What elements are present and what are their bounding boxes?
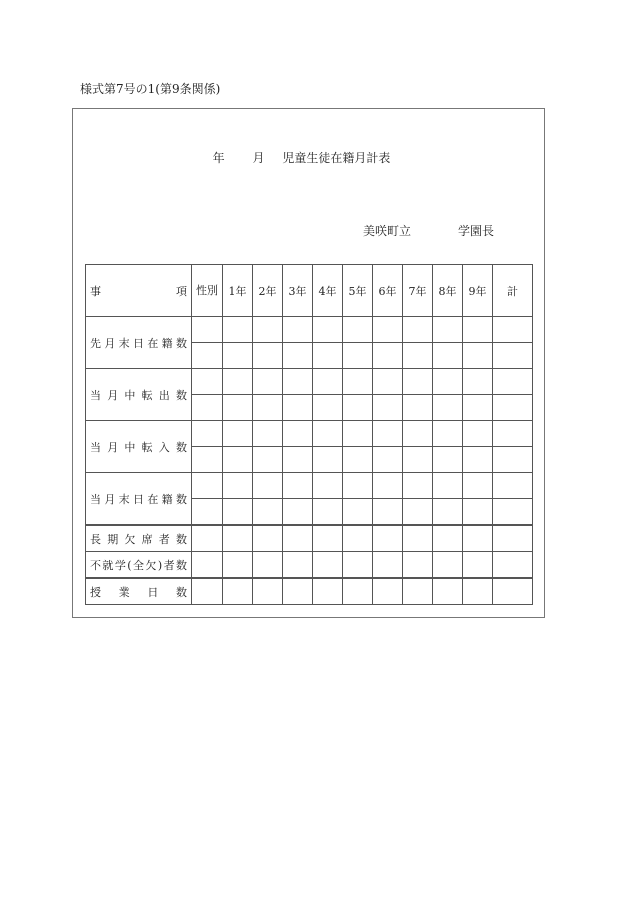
entry-cell[interactable] xyxy=(283,499,313,526)
table-row xyxy=(86,525,533,552)
entry-cell[interactable] xyxy=(433,552,463,579)
entry-cell[interactable] xyxy=(283,317,313,343)
header-grade: 3年 xyxy=(283,265,313,317)
entry-cell[interactable] xyxy=(343,473,373,499)
entry-cell[interactable] xyxy=(403,525,433,552)
entry-cell[interactable] xyxy=(463,552,493,579)
entry-cell[interactable] xyxy=(373,447,403,473)
entry-cell[interactable] xyxy=(223,395,253,421)
entry-cell[interactable] xyxy=(192,525,223,552)
entry-cell[interactable] xyxy=(192,317,223,343)
enrollment-table xyxy=(85,264,533,605)
entry-cell[interactable] xyxy=(403,473,433,499)
entry-cell[interactable] xyxy=(463,421,493,447)
entry-cell[interactable] xyxy=(192,578,223,605)
entry-cell[interactable] xyxy=(223,343,253,369)
entry-cell[interactable] xyxy=(283,447,313,473)
row-label: 不就学(全欠)者数 xyxy=(86,552,192,579)
entry-cell[interactable] xyxy=(313,395,343,421)
entry-cell[interactable] xyxy=(463,499,493,526)
entry-cell[interactable] xyxy=(493,343,533,369)
entry-cell[interactable] xyxy=(373,578,403,605)
entry-cell[interactable] xyxy=(463,447,493,473)
entry-cell[interactable] xyxy=(253,447,283,473)
principal-label: 学園長 xyxy=(458,224,495,238)
entry-cell[interactable] xyxy=(223,473,253,499)
header-item: 事 項 xyxy=(86,265,192,317)
entry-cell[interactable] xyxy=(433,473,463,499)
header-grade: 7年 xyxy=(403,265,433,317)
entry-cell[interactable] xyxy=(463,395,493,421)
entry-cell[interactable] xyxy=(253,421,283,447)
entry-cell[interactable] xyxy=(403,499,433,526)
entry-cell[interactable] xyxy=(253,395,283,421)
form-box xyxy=(72,108,545,618)
entry-cell[interactable] xyxy=(493,369,533,395)
entry-cell[interactable] xyxy=(223,369,253,395)
entry-cell[interactable] xyxy=(343,395,373,421)
row-label: 当月中転入数 xyxy=(86,421,192,473)
header-grade: 5年 xyxy=(343,265,373,317)
entry-cell[interactable] xyxy=(433,447,463,473)
entry-cell[interactable] xyxy=(373,473,403,499)
entry-cell[interactable] xyxy=(192,447,223,473)
entry-cell[interactable] xyxy=(373,317,403,343)
entry-cell[interactable] xyxy=(192,343,223,369)
entry-cell[interactable] xyxy=(343,447,373,473)
entry-cell[interactable] xyxy=(313,473,343,499)
entry-cell[interactable] xyxy=(373,421,403,447)
table-row xyxy=(86,578,533,605)
entry-cell[interactable] xyxy=(433,343,463,369)
entry-cell[interactable] xyxy=(433,578,463,605)
entry-cell[interactable] xyxy=(283,552,313,579)
entry-cell[interactable] xyxy=(313,525,343,552)
entry-cell[interactable] xyxy=(253,525,283,552)
entry-cell[interactable] xyxy=(283,578,313,605)
entry-cell[interactable] xyxy=(373,552,403,579)
entry-cell[interactable] xyxy=(253,578,283,605)
entry-cell[interactable] xyxy=(493,552,533,579)
entry-cell[interactable] xyxy=(463,369,493,395)
entry-cell[interactable] xyxy=(403,343,433,369)
entry-cell[interactable] xyxy=(433,317,463,343)
entry-cell[interactable] xyxy=(313,343,343,369)
entry-cell[interactable] xyxy=(343,317,373,343)
entry-cell[interactable] xyxy=(192,499,223,526)
entry-cell[interactable] xyxy=(283,369,313,395)
entry-cell[interactable] xyxy=(313,447,343,473)
entry-cell[interactable] xyxy=(313,552,343,579)
row-label: 先月末日在籍数 xyxy=(86,317,192,369)
form-title xyxy=(73,149,544,166)
table-row xyxy=(86,369,533,395)
entry-cell[interactable] xyxy=(283,395,313,421)
header-grade: 9年 xyxy=(463,265,493,317)
entry-cell[interactable] xyxy=(433,525,463,552)
header-sex: 性別 xyxy=(192,265,223,317)
entry-cell[interactable] xyxy=(403,369,433,395)
header-grade: 2年 xyxy=(253,265,283,317)
entry-cell[interactable] xyxy=(192,395,223,421)
entry-cell[interactable] xyxy=(493,499,533,526)
row-label: 当月末日在籍数 xyxy=(86,473,192,526)
entry-cell[interactable] xyxy=(493,317,533,343)
entry-cell[interactable] xyxy=(373,525,403,552)
entry-cell[interactable] xyxy=(343,552,373,579)
entry-cell[interactable] xyxy=(493,578,533,605)
entry-cell[interactable] xyxy=(433,499,463,526)
table-row xyxy=(86,552,533,579)
entry-cell[interactable] xyxy=(283,525,313,552)
entry-cell[interactable] xyxy=(283,343,313,369)
entry-cell[interactable] xyxy=(223,499,253,526)
entry-cell[interactable] xyxy=(253,552,283,579)
entry-cell[interactable] xyxy=(403,317,433,343)
entry-cell[interactable] xyxy=(223,317,253,343)
entry-cell[interactable] xyxy=(493,525,533,552)
entry-cell[interactable] xyxy=(463,317,493,343)
entry-cell[interactable] xyxy=(343,369,373,395)
entry-cell[interactable] xyxy=(313,499,343,526)
title-month: 月 xyxy=(252,151,265,165)
header-grade: 6年 xyxy=(373,265,403,317)
entry-cell[interactable] xyxy=(373,395,403,421)
header-grade: 4年 xyxy=(313,265,343,317)
entry-cell[interactable] xyxy=(223,552,253,579)
row-label: 長期欠席者数 xyxy=(86,525,192,552)
entry-cell[interactable] xyxy=(373,369,403,395)
entry-cell[interactable] xyxy=(223,447,253,473)
row-label: 当月中転出数 xyxy=(86,369,192,421)
entry-cell[interactable] xyxy=(463,525,493,552)
entry-cell[interactable] xyxy=(373,499,403,526)
entry-cell[interactable] xyxy=(283,421,313,447)
entry-cell[interactable] xyxy=(433,395,463,421)
entry-cell[interactable] xyxy=(223,525,253,552)
entry-cell[interactable] xyxy=(373,343,403,369)
entry-cell[interactable] xyxy=(493,473,533,499)
entry-cell[interactable] xyxy=(192,369,223,395)
entry-cell[interactable] xyxy=(433,369,463,395)
entry-cell[interactable] xyxy=(253,499,283,526)
table-row xyxy=(86,317,533,343)
entry-cell[interactable] xyxy=(192,421,223,447)
title-year: 年 xyxy=(212,151,225,165)
entry-cell[interactable] xyxy=(253,369,283,395)
header-grade: 1年 xyxy=(223,265,253,317)
entry-cell[interactable] xyxy=(313,421,343,447)
header-grade: 8年 xyxy=(433,265,463,317)
entry-cell[interactable] xyxy=(433,421,463,447)
entry-cell[interactable] xyxy=(253,343,283,369)
entry-cell[interactable] xyxy=(403,421,433,447)
entry-cell[interactable] xyxy=(253,473,283,499)
entry-cell[interactable] xyxy=(403,578,433,605)
entry-cell[interactable] xyxy=(343,343,373,369)
entry-cell[interactable] xyxy=(253,317,283,343)
entry-cell[interactable] xyxy=(463,578,493,605)
entry-cell[interactable] xyxy=(192,552,223,579)
entry-cell[interactable] xyxy=(343,421,373,447)
entry-cell[interactable] xyxy=(343,525,373,552)
entry-cell[interactable] xyxy=(493,395,533,421)
form-number: 様式第7号の1(第9条関係) xyxy=(80,82,221,96)
entry-cell[interactable] xyxy=(313,369,343,395)
entry-cell[interactable] xyxy=(493,421,533,447)
entry-cell[interactable] xyxy=(403,552,433,579)
table-row xyxy=(86,421,533,447)
entry-cell[interactable] xyxy=(223,421,253,447)
entry-cell[interactable] xyxy=(283,473,313,499)
entry-cell[interactable] xyxy=(403,395,433,421)
header-total: 計 xyxy=(493,265,533,317)
entry-cell[interactable] xyxy=(463,473,493,499)
header-row xyxy=(86,265,533,317)
entry-cell[interactable] xyxy=(463,343,493,369)
entry-cell[interactable] xyxy=(313,578,343,605)
entry-cell[interactable] xyxy=(343,578,373,605)
entry-cell[interactable] xyxy=(313,317,343,343)
title-name: 児童生徒在籍月計表 xyxy=(282,151,391,165)
entry-cell[interactable] xyxy=(493,447,533,473)
entry-cell[interactable] xyxy=(343,499,373,526)
entry-cell[interactable] xyxy=(192,473,223,499)
entry-cell[interactable] xyxy=(223,578,253,605)
entry-cell[interactable] xyxy=(403,447,433,473)
row-label: 授業日数 xyxy=(86,578,192,605)
school-name: 美咲町立 xyxy=(363,224,412,238)
table-row xyxy=(86,473,533,499)
